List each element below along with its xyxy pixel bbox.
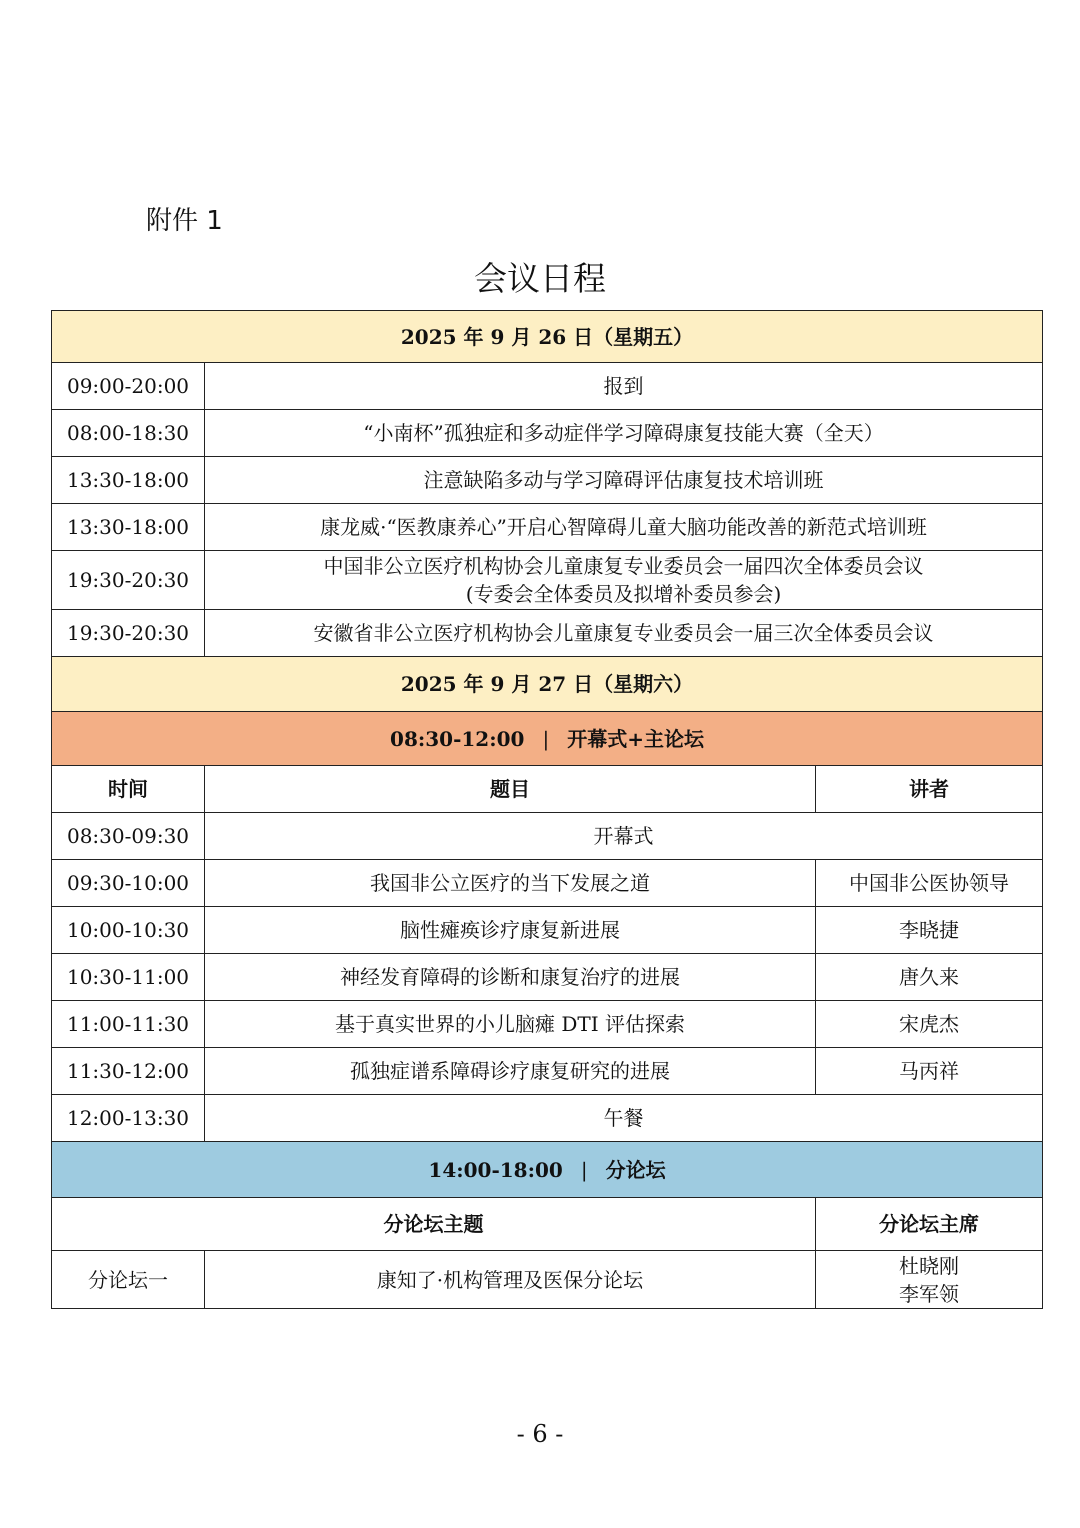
- day2-header-row: [52, 657, 1043, 712]
- table-row: [52, 860, 1043, 907]
- chair-name: 杜晓刚: [899, 1253, 959, 1278]
- time-cell: 08:00-18:30: [52, 410, 205, 457]
- col-header-topic: 题目: [205, 766, 816, 813]
- col-header-sub-topic: 分论坛主题: [52, 1198, 816, 1251]
- time-cell: 09:30-10:00: [52, 860, 205, 907]
- session-label: 分论坛: [605, 1157, 666, 1182]
- column-header-row: [52, 766, 1043, 813]
- event-cell: 康龙威·“医教康养心”开启心智障碍儿童大脑功能改善的新范式培训班: [205, 504, 1043, 551]
- day1-header: 2025 年 9 月 26 日（星期五）: [52, 311, 1043, 363]
- sub-forum-header-row: [52, 1198, 1043, 1251]
- time-cell: 08:30-09:30: [52, 813, 205, 860]
- table-row: [52, 1095, 1043, 1142]
- event-note: (专委会全体委员及拟增补委员参会): [465, 582, 782, 606]
- table-row: [52, 504, 1043, 551]
- session-label: 开幕式+主论坛: [567, 726, 704, 751]
- time-cell: 12:00-13:30: [52, 1095, 205, 1142]
- chair-name: 李军领: [899, 1281, 959, 1306]
- time-cell: 10:00-10:30: [52, 907, 205, 954]
- topic-cell: 午餐: [205, 1095, 1043, 1142]
- table-row: [52, 363, 1043, 410]
- topic-cell: 我国非公立医疗的当下发展之道: [205, 860, 816, 907]
- time-cell: 13:30-18:00: [52, 457, 205, 504]
- event-cell: 报到: [205, 363, 1043, 410]
- day2-header: 2025 年 9 月 27 日（星期六）: [52, 657, 1043, 712]
- schedule-table: [51, 310, 1043, 1309]
- time-cell: 19:30-20:30: [52, 551, 205, 610]
- speaker-cell: 中国非公医协领导: [816, 860, 1043, 907]
- page-title: 会议日程: [474, 259, 606, 298]
- morning-session-header: [52, 712, 1043, 766]
- table-row: [52, 813, 1043, 860]
- chair-cell: [816, 1251, 1043, 1309]
- separator: |: [580, 1157, 588, 1182]
- time-cell: 13:30-18:00: [52, 504, 205, 551]
- page-number: - 6 -: [516, 1420, 564, 1448]
- speaker-cell: 李晓捷: [816, 907, 1043, 954]
- event-cell: 注意缺陷多动与学习障碍评估康复技术培训班: [205, 457, 1043, 504]
- topic-cell: 神经发育障碍的诊断和康复治疗的进展: [205, 954, 816, 1001]
- time-cell: 10:30-11:00: [52, 954, 205, 1001]
- time-cell: 09:00-20:00: [52, 363, 205, 410]
- table-row: [52, 1001, 1043, 1048]
- afternoon-session-row: [52, 1142, 1043, 1198]
- afternoon-session-header: [52, 1142, 1043, 1198]
- table-row: [52, 457, 1043, 504]
- table-row: [52, 954, 1043, 1001]
- separator: |: [542, 726, 550, 751]
- time-cell: 11:30-12:00: [52, 1048, 205, 1095]
- table-row: [52, 907, 1043, 954]
- sub-forum-name: 分论坛一: [52, 1251, 205, 1309]
- session-time: 08:30-12:00: [390, 726, 525, 751]
- topic-cell: 开幕式: [205, 813, 1043, 860]
- attachment-label: 附件 1: [146, 206, 223, 236]
- topic-cell: 基于真实世界的小儿脑瘫 DTI 评估探索: [205, 1001, 816, 1048]
- topic-cell: 脑性瘫痪诊疗康复新进展: [205, 907, 816, 954]
- table-row: [52, 551, 1043, 610]
- speaker-cell: 唐久来: [816, 954, 1043, 1001]
- table-row: [52, 1048, 1043, 1095]
- col-header-speaker: 讲者: [816, 766, 1043, 813]
- event-cell: [205, 551, 1043, 610]
- table-row: [52, 1251, 1043, 1309]
- col-header-time: 时间: [52, 766, 205, 813]
- sub-forum-topic: 康知了·机构管理及医保分论坛: [205, 1251, 816, 1309]
- speaker-cell: 马丙祥: [816, 1048, 1043, 1095]
- session-time: 14:00-18:00: [428, 1157, 563, 1182]
- event-text: 中国非公立医疗机构协会儿童康复专业委员会一届四次全体委员会议: [323, 554, 924, 578]
- topic-cell: 孤独症谱系障碍诊疗康复研究的进展: [205, 1048, 816, 1095]
- event-cell: “小南杯”孤独症和多动症伴学习障碍康复技能大赛（全天）: [205, 410, 1043, 457]
- time-cell: 19:30-20:30: [52, 610, 205, 657]
- table-row: [52, 610, 1043, 657]
- speaker-cell: 宋虎杰: [816, 1001, 1043, 1048]
- col-header-chair: 分论坛主席: [816, 1198, 1043, 1251]
- day1-header-row: [52, 311, 1043, 363]
- event-cell: 安徽省非公立医疗机构协会儿童康复专业委员会一届三次全体委员会议: [205, 610, 1043, 657]
- time-cell: 11:00-11:30: [52, 1001, 205, 1048]
- table-row: [52, 410, 1043, 457]
- morning-session-row: [52, 712, 1043, 766]
